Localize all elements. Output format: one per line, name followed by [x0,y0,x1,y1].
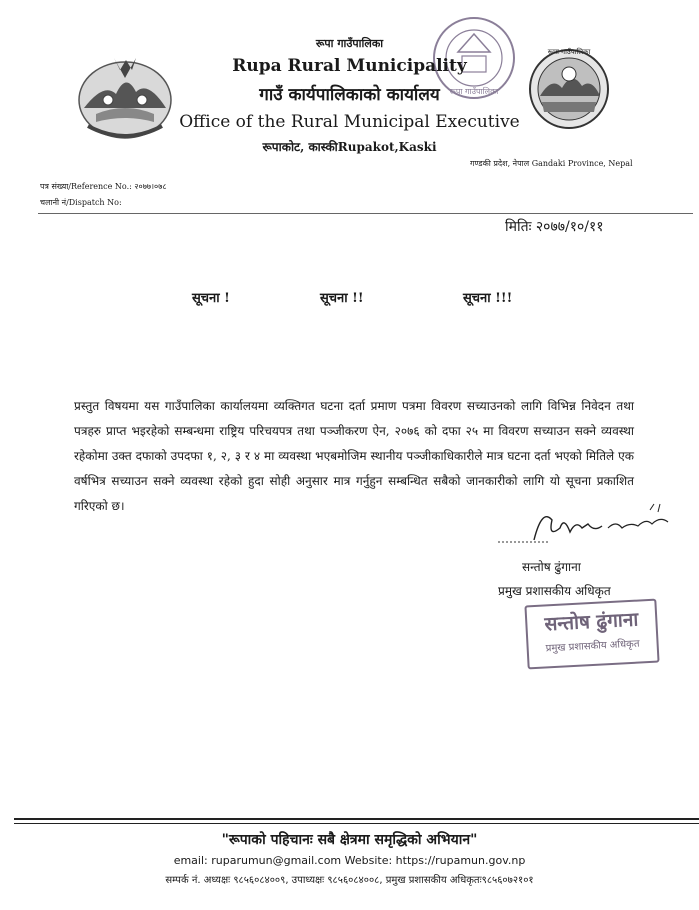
notice-heading-2: सूचना !! [320,291,364,306]
footer-phone-numbers: सम्पर्क नं. अध्यक्षः ९८५६०८४००९, उपाध्यक्षः ९८५६०८४००८, प्रमुख प्रशासकीय अधिकृतः९८५६०७२१०१ [165,875,534,886]
notice-body: प्रस्तुत विषयमा यस गाउँपालिका कार्यालयमा व्यक्तिगत घटना दर्ता प्रमाण पत्रमा विवरण सच्याउनको लागि विभिन्न निवेदन तथा पत्रहरु प्राप्त भइरहेको सम्बन्धमा राष्ट्रिय परिचयपत्र तथा पञ्जीकरण ऐन, २०७६ को दफा २५ मा विवरण सच्याउन सक्ने व्यवस्था रहेकोमा उक्त दफाको उपदफा १, २, ३ र ४ मा व्यवस्था भएबमोजिम स्थानीय पञ्जीकाधिकारीले मात्र घटना दर्ता भएको मितिले एक वर्षभित्र सच्याउन सक्ने व्यवस्था रहेको हुदा सोही अनुसार मात्र गर्नुहुन सम्बन्धित सबैको जानकारीको लागि यो सूचना प्रकाशित गरिएको छ। [74,399,634,513]
stamp-title: प्रमुख प्रशासकीय अधिकृत [545,638,640,655]
letter-date: मितिः २०७७/१०/११ [505,219,604,235]
svg-text:रूपा गाउँपालिका: रूपा गाउँपालिका [547,48,591,56]
name-stamp [524,599,659,670]
signatory-title: प्रमुख प्रशासकीय अधिकृत [498,584,611,598]
notice-heading-1: सूचना ! [192,291,230,306]
municipality-name-nepali: रूपा गाउँपालिका [315,37,384,50]
handwritten-signature [490,498,680,558]
header-divider [38,213,693,214]
office-name-nepali: गाउँ कार्यपालिकाको कार्यालय [259,85,440,105]
signatory-name: सन्तोष ढुंगाना [522,560,581,574]
footer-slogan: "रूपाको पहिचानः सबै क्षेत्रमा समृद्धिको अभियान" [221,832,478,848]
province-line: गण्डकी प्रदेश, नेपाल Gandaki Province, Nepal [470,159,633,168]
dispatch-number: चलानी नं/Dispatch No: [40,198,122,207]
office-name-english: Office of the Rural Municipal Executive [179,112,520,132]
reference-value: २०७७।०७८ [134,182,167,191]
notice-heading-3: सूचना !!! [463,291,513,306]
footer-contact: email: ruparumun@gmail.com Website: https://rupamun.gov.np [173,854,526,867]
stamp-name: सन्तोष ढुंगाना [543,608,639,636]
municipality-name-english: Rupa Rural Municipality [232,56,467,76]
footer-divider-thick [14,818,699,820]
footer-divider-thin [14,823,699,824]
reference-label: पत्र संख्या/Reference No.: [40,182,132,191]
office-address: रूपाकोट, कास्कीRupakot,Kaski [262,140,437,154]
reference-number [40,181,167,192]
svg-text:रूपा गाउँपालिका: रूपा गाउँपालिका [449,87,499,96]
